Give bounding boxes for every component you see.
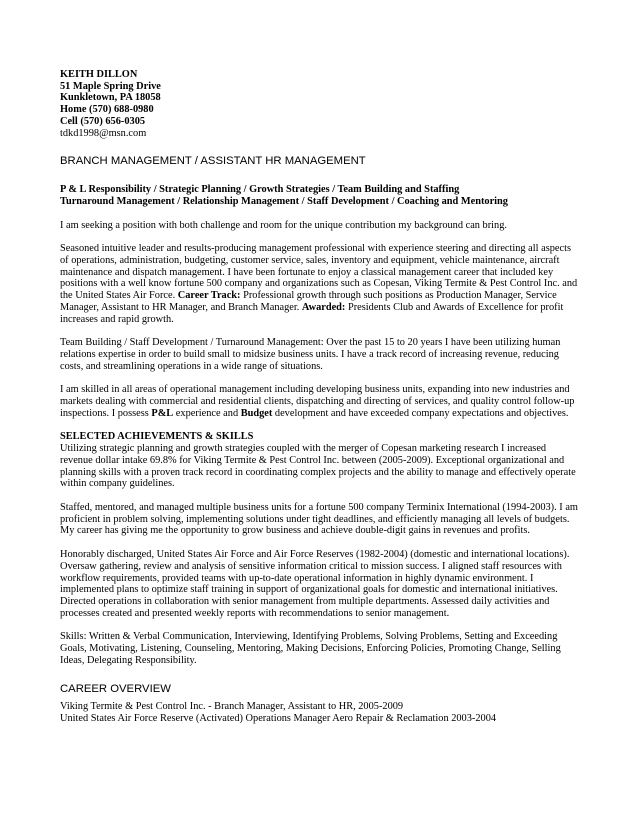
career-item: United States Air Force Reserve (Activated) Operations Manager Aero Repair & Reclamation 2003-2004 [60, 713, 497, 725]
specialties-block [60, 184, 580, 207]
career-item: Viking Termite & Pest Control Inc. - Branch Manager, Assistant to HR, 2005-2009 [60, 701, 404, 713]
pl-label: P&L [151, 407, 174, 419]
summary-text: Seasoned intuitive leader and results-producing management professional with experience steering and directing all aspects of operations, administration, budgeting, customer service, sales, inventory and equipment, vehicle maintenance, aircraft maintenance and dispatch management. I have been fortunate to enjoy a classical management career that included key positions with a well know fortune 500 company and organizations such as Copesan, Viking Termite & Pest Control Inc. and the United States Air Force. [60, 243, 578, 302]
achievement-paragraph: Honorably discharged, United States Air Force and Air Force Reserves (1982-2004) (domestic and international locations). Oversaw gathering, review and analysis of sensitive information critical to mission success. I aligned staff resources with workflow requirements, provided teams with up-to-date operational information in highly dynamic environment. I implemented plans to optimize staff training in support of organizational goals for domestic and international initiatives. Directed operations in collaboration with senior management from multiple departments. Assessed daily activities and processes created and presented weekly reports with recommendations to senior management. [60, 549, 570, 619]
objective-heading: BRANCH MANAGEMENT / ASSISTANT HR MANAGEMENT [60, 155, 366, 168]
career-track-label: Career Track: [177, 290, 241, 302]
skills-overview-paragraph [60, 384, 580, 419]
skills-text: experience and [173, 407, 241, 419]
skills-list-paragraph: Skills: Written & Verbal Communication, Interviewing, Identifying Problems, Solving Problems, Setting and Exceeding Goals, Motivating, Listening, Counseling, Mentoring, Making Decisions, Enforcing Policies, Promoting Change, Selling Ideas, Delegating Responsibility. [60, 631, 561, 666]
summary-text: Presidents Club and Awards of Excellence for profit increases and rapid growth. [60, 301, 564, 325]
achievements-heading: SELECTED ACHIEVEMENTS & SKILLS [60, 431, 254, 443]
resume-page [60, 69, 580, 725]
intro-statement: I am seeking a position with both challenge and room for the unique contribution my background can bring. [60, 219, 507, 231]
city-state-zip: Kunkletown, PA 18058 [60, 92, 161, 104]
skills-text: development and have exceeded company expectations and objectives. [272, 407, 569, 419]
summary-text: Professional growth through such positions as Production Manager, Service Manager, Assistant to HR Manager, and Branch Manager. [60, 290, 557, 313]
career-list [60, 701, 580, 724]
career-overview-heading: CAREER OVERVIEW [60, 683, 171, 696]
awarded-label: Awarded: [301, 301, 346, 313]
achievement-paragraph: Staffed, mentored, and managed multiple business units for a fortune 500 company Terminix International (1994-2003). I am proficient in problem solving, implementing solutions under tight deadlines, and efficiently managing all levels of budgets. My career has giving me the opportunity to grow business and achieve double-digit gains in revenues and profits. [60, 501, 578, 537]
achievement-paragraph: Utilizing strategic planning and growth strategies coupled with the merger of Copesan marketing research I increased revenue dollar intake 69.8% for Viking Termite & Pest Control Inc. between (2005-2009). Exceptional organizational and planning skills with a proven track record in coordinating complex projects and the ability to manage and effectively operate within company guidelines. [60, 443, 576, 490]
budget-label: Budget [240, 407, 273, 419]
team-building-paragraph: Team Building / Staff Development / Turnaround Management: Over the past 15 to 20 years I have been utilizing human relations expertise in order to build small to midsize business units. I have a track record of increasing revenue, reducing costs, and streamlining operations in a wide range of situations. [60, 337, 561, 372]
summary-paragraph [60, 243, 580, 325]
contact-block [60, 69, 580, 139]
candidate-name: KEITH DILLON [60, 69, 138, 80]
skills-text: I am skilled in all areas of operational management including developing business units, expanding into new industries and markets dealing with commercial and residential clients, dispatching and directing of services, and quality control follow-up inspections. I possess [60, 384, 575, 419]
specialties-line: P & L Responsibility / Strategic Planning / Growth Strategies / Team Building and Staffing [60, 184, 460, 196]
street-address: 51 Maple Spring Drive [60, 80, 161, 92]
email-address: tdkd1998@msn.com [60, 127, 147, 139]
home-phone: Home (570) 688-0980 [60, 104, 154, 116]
specialties-line: Turnaround Management / Relationship Management / Staff Development / Coaching and Mentoring [60, 195, 508, 207]
cell-phone: Cell (570) 656-0305 [60, 115, 146, 127]
